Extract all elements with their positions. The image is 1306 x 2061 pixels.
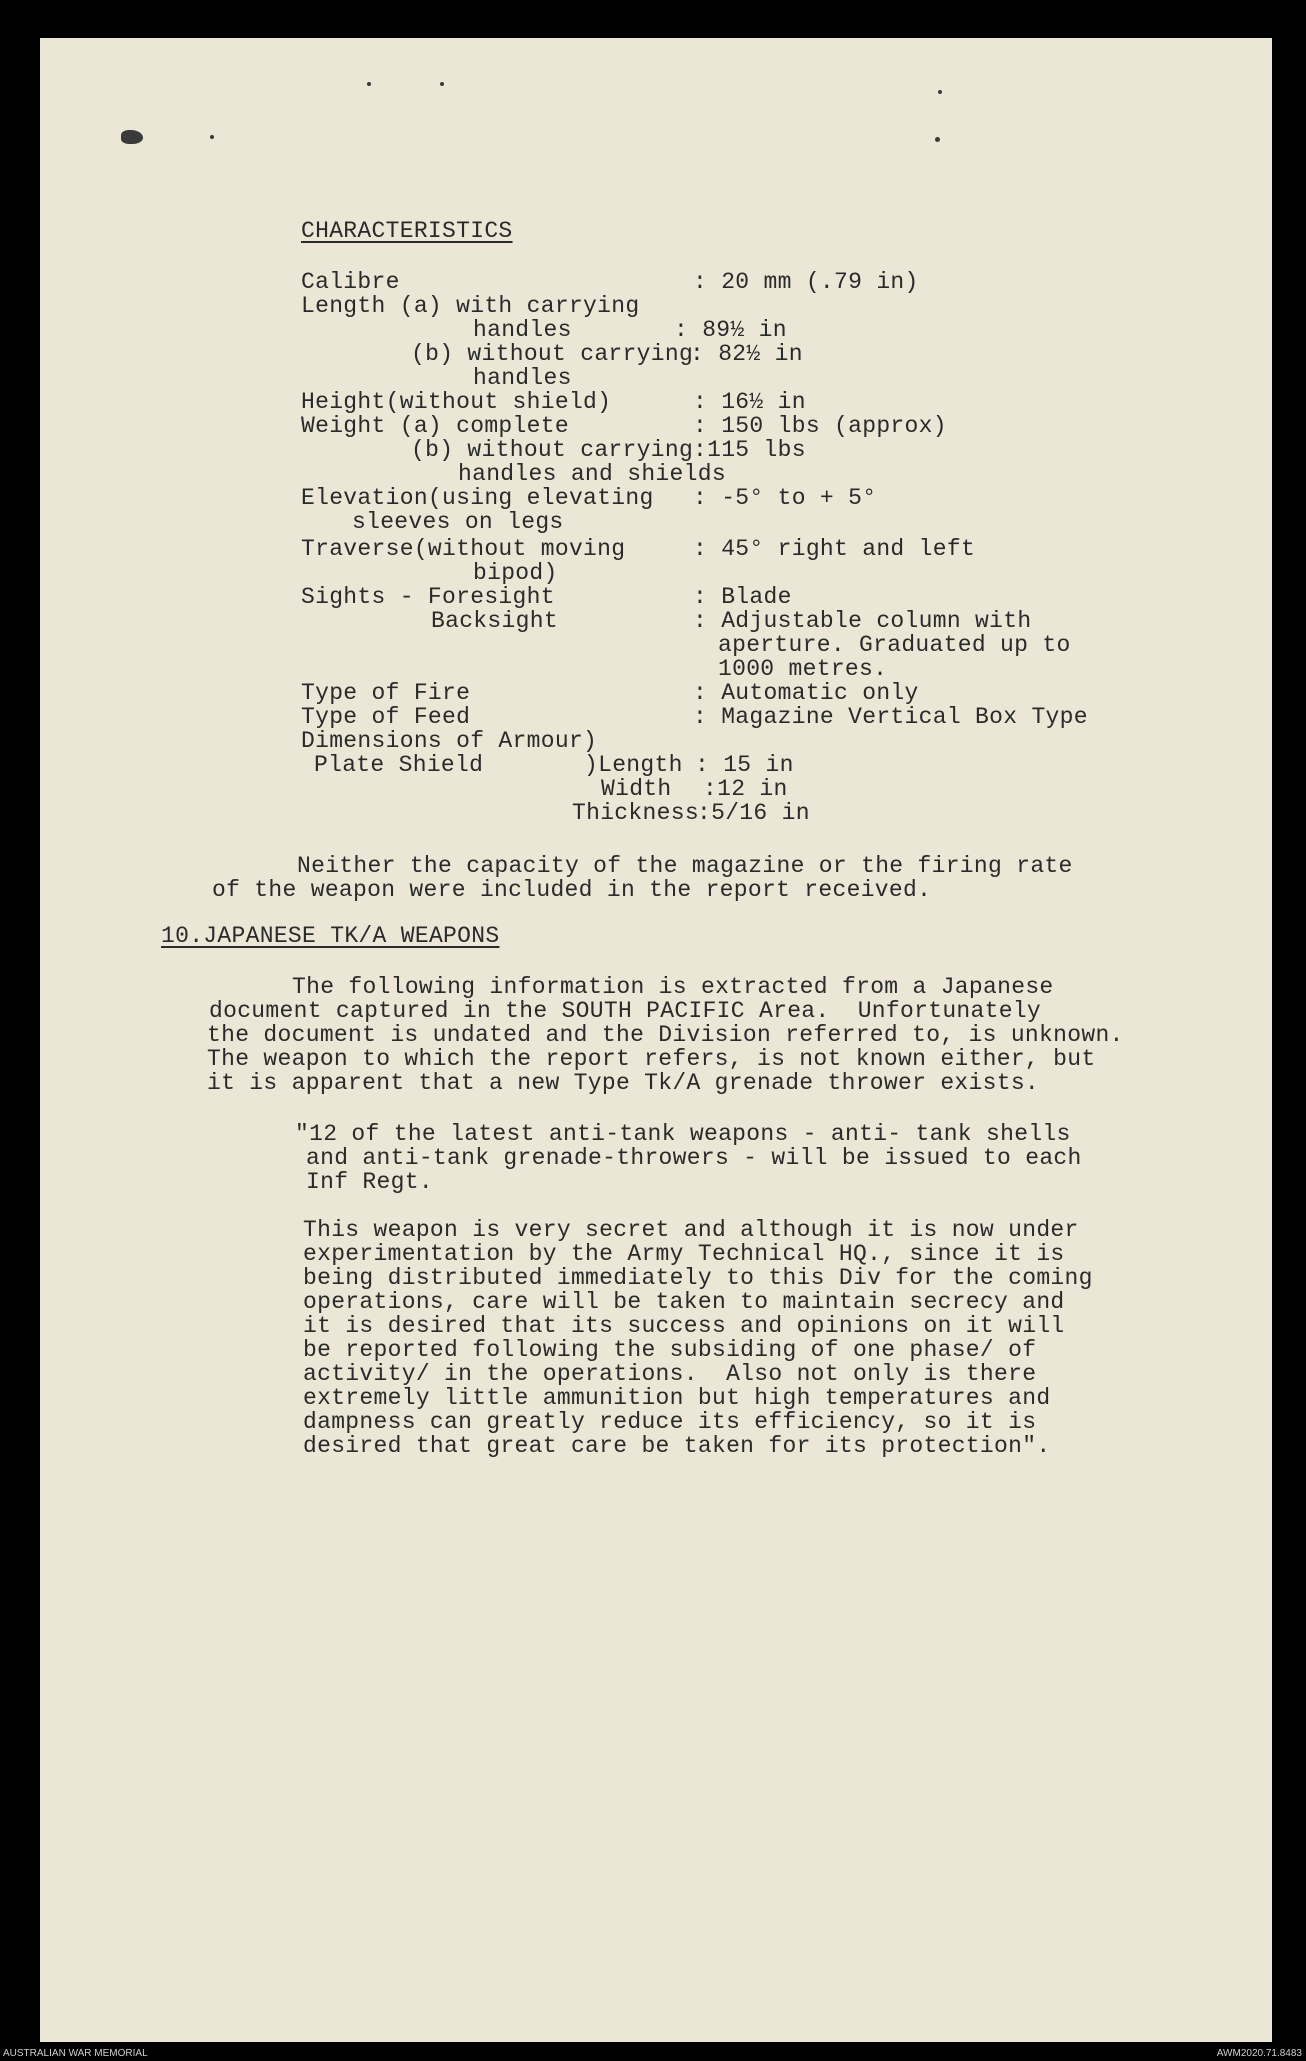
paragraph-line: document captured in the SOUTH PACIFIC Area. Unfortunately xyxy=(209,998,1042,1024)
spec-value: : 16½ in xyxy=(693,389,806,415)
spec-label: (b) without carrying xyxy=(411,437,694,463)
spec-value: : 82½ in xyxy=(690,341,803,367)
spec-label: Type of Feed xyxy=(301,704,471,730)
spec-sublabel: Thickness xyxy=(572,800,699,826)
spec-label: Plate Shield xyxy=(314,752,484,778)
spec-label: handles and shields xyxy=(458,461,726,487)
spec-label: handles xyxy=(473,365,572,391)
punch-hole-mark xyxy=(121,130,143,144)
quote-line: being distributed immediately to this Div for the coming xyxy=(303,1265,1093,1291)
spec-label: Sights - Foresight xyxy=(301,584,555,610)
spec-label: Dimensions of Armour) xyxy=(301,728,598,754)
spec-value: :115 lbs xyxy=(693,437,806,463)
paragraph-line: The following information is extracted from a Japanese xyxy=(292,974,1054,1000)
spec-sublabel: Width xyxy=(601,776,672,802)
pin-mark xyxy=(440,82,444,86)
quote-line: activity/ in the operations. Also not only is there xyxy=(303,1361,1037,1387)
spec-label: Calibre xyxy=(301,269,400,295)
spec-value: aperture. Graduated up to xyxy=(718,632,1071,658)
spec-value: : 20 mm (.79 in) xyxy=(693,269,919,295)
pin-mark xyxy=(210,135,214,139)
spec-value: : Magazine Vertical Box Type xyxy=(693,704,1088,730)
quote-line: be reported following the subsiding of one phase/ of xyxy=(303,1337,1037,1363)
spec-value: : Adjustable column with xyxy=(693,608,1032,634)
quote-line: operations, care will be taken to maintain secrecy and xyxy=(303,1289,1065,1315)
paragraph-line: it is apparent that a new Type Tk/A grenade thrower exists. xyxy=(207,1070,1040,1096)
spec-value: : Blade xyxy=(693,584,792,610)
spec-label: Weight (a) complete xyxy=(301,413,569,439)
spec-sublabel: )Length xyxy=(584,752,683,778)
quote-line: extremely little ammunition but high temperatures and xyxy=(303,1385,1051,1411)
spec-value: 1000 metres. xyxy=(718,656,888,682)
quote-line: dampness can greatly reduce its efficiency, so it is xyxy=(303,1409,1037,1435)
spec-label: Height(without shield) xyxy=(301,389,612,415)
quote-line: experimentation by the Army Technical HQ., since it is xyxy=(303,1241,1065,1267)
spec-label: Backsight xyxy=(431,608,558,634)
spec-value: : Automatic only xyxy=(693,680,919,706)
spec-label: Type of Fire xyxy=(301,680,471,706)
pin-mark xyxy=(935,137,940,142)
spec-label: Traverse(without moving xyxy=(301,536,626,562)
paragraph-line: The weapon to which the report refers, is not known either, but xyxy=(207,1046,1096,1072)
footer-right-label: AWM2020.71.8483 xyxy=(1216,2048,1302,2059)
spec-label: Elevation(using elevating xyxy=(301,485,654,511)
note-line: Neither the capacity of the magazine or the firing rate xyxy=(297,853,1073,879)
quote-line: Inf Regt. xyxy=(306,1169,433,1195)
spec-value: :5/16 in xyxy=(697,800,810,826)
spec-value: : 15 in xyxy=(695,752,794,778)
spec-value: : 89½ in xyxy=(674,317,787,343)
quote-line: it is desired that its success and opinions on it will xyxy=(303,1313,1065,1339)
quote-line: and anti-tank grenade-throwers - will be issued to each xyxy=(306,1145,1082,1171)
note-line: of the weapon were included in the report received. xyxy=(212,877,932,903)
pin-mark xyxy=(938,90,942,94)
spec-value: :12 in xyxy=(703,776,788,802)
spec-value: : -5° to + 5° xyxy=(693,485,877,511)
paragraph-line: the document is undated and the Division referred to, is unknown. xyxy=(207,1022,1124,1048)
section-heading: 10.JAPANESE TK/A WEAPONS xyxy=(161,923,500,949)
quote-line: This weapon is very secret and although it is now under xyxy=(303,1217,1079,1243)
spec-label: Length (a) with carrying xyxy=(301,293,640,319)
spec-label: handles xyxy=(473,317,572,343)
footer-left-label: AUSTRALIAN WAR MEMORIAL xyxy=(3,2048,148,2059)
spec-value: : 45° right and left xyxy=(693,536,976,562)
spec-label: bipod) xyxy=(473,560,558,586)
pin-mark xyxy=(367,82,371,86)
spec-label: (b) without carrying xyxy=(411,341,694,367)
quote-line: "12 of the latest anti-tank weapons - anti- tank shells xyxy=(295,1121,1071,1147)
spec-label: sleeves on legs xyxy=(352,509,564,535)
spec-value: : 150 lbs (approx) xyxy=(693,413,947,439)
quote-line: desired that great care be taken for its protection". xyxy=(303,1433,1051,1459)
characteristics-heading: CHARACTERISTICS xyxy=(301,218,513,244)
